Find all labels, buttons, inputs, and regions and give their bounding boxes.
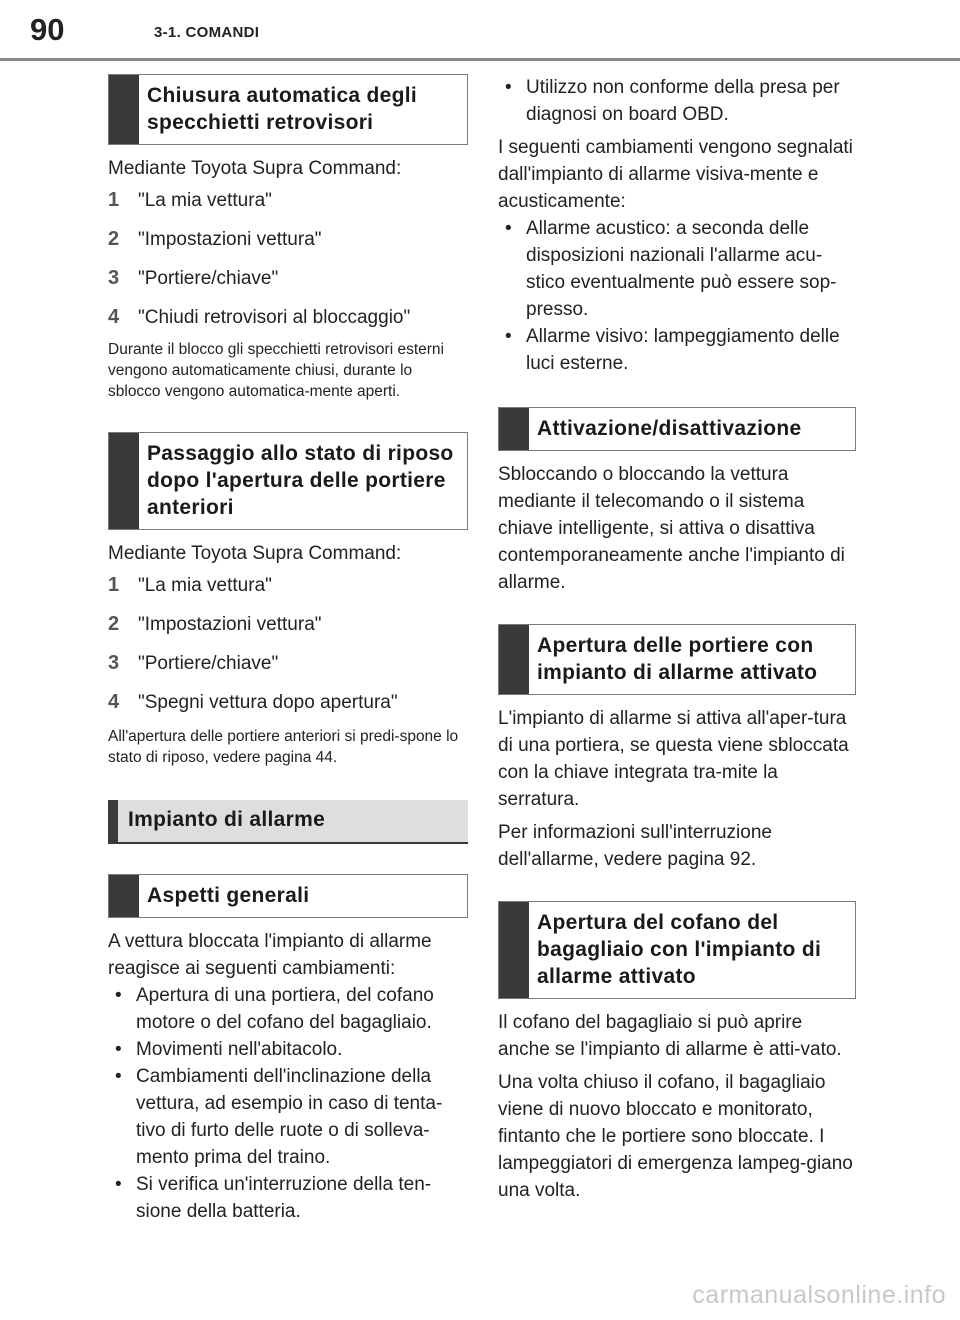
heading-activation [498,407,856,451]
list-item: • Utilizzo non conforme della presa per diagnosi on board OBD. [498,74,856,128]
step-text: "Chiudi retrovisori al bloccaggio" [138,307,411,328]
heading-bar [108,800,118,842]
heading-trunk [498,901,856,999]
heading-doors [498,624,856,695]
signals-intro: I seguenti cambiamenti vengono segnalati dall'impianto di allarme visiva-mente e acusticamente: [498,137,853,212]
list-item: • Cambiamenti dell'inclinazione della vettura, ad esempio in caso di tenta-tivo di furto delle ruote o di solleva-mento prima del traino. [108,1063,468,1171]
heading-bar [499,902,529,998]
heading-general-title: Aspetti generali [147,884,310,907]
step-text: "Impostazioni vettura" [138,229,322,250]
heading-general [108,874,468,918]
heading-alarm [108,800,468,844]
step-item [108,650,468,677]
list-item: • Allarme visivo: lampeggiamento delle luci esterne. [498,323,856,377]
step-item [108,304,468,331]
list-item: • Apertura di una portiera, del cofano motore o del cofano del bagagliaio. [108,982,468,1036]
alarm-bullets [108,982,468,1225]
page-number: 90 [30,12,65,47]
heading-bar [109,875,139,917]
mirrors-steps [108,187,468,331]
section-title: 3-1. COMANDI [154,24,260,41]
step-item [108,226,468,253]
heading-activation-title: Attivazione/disattivazione [537,417,802,440]
step-text: "Portiere/chiave" [138,268,279,289]
rest-note: All'apertura delle portiere anteriori si predi-spone lo stato di riposo, vedere pagina 44. [108,728,459,766]
left-column [108,74,468,1225]
heading-bar [499,625,529,694]
step-number: 2 [108,228,120,250]
activation-text: Sbloccando o bloccando la vettura mediante il telecomando o il sistema chiave intelligente, si attiva o disattiva contemporaneamente anche l'impianto di allarme. [498,464,845,593]
heading-trunk-title: Apertura del cofano del bagagliaio con l'impianto di allarme attivato [537,911,822,988]
trunk-text-1: Il cofano del bagagliaio si può aprire anche se l'impianto di allarme è atti-vato. [498,1012,842,1060]
step-item [108,689,468,716]
rest-intro: Mediante Toyota Supra Command: [108,543,402,564]
signals-bullets [498,215,856,377]
rest-steps [108,572,468,716]
step-item [108,611,468,638]
list-item: • Allarme acustico: a seconda delle disposizioni nazionali l'allarme acu-stico eventualmente può essere sop-presso. [498,215,856,323]
list-item: • Movimenti nell'abitacolo. [108,1036,468,1063]
step-text: "Spegni vettura dopo apertura" [138,692,398,713]
step-text: "La mia vettura" [138,190,272,211]
heading-doors-title: Apertura delle portiere con impianto di allarme attivato [537,634,818,684]
step-item [108,265,468,292]
step-item [108,572,468,599]
heading-bar [109,433,139,529]
page-header [0,0,960,62]
step-text: "La mia vettura" [138,575,272,596]
doors-text-1: L'impianto di allarme si attiva all'aper-tura di una portiera, se questa viene sbloccata con la chiave integrata tra-mite la serratura. [498,708,849,810]
step-number: 3 [108,652,120,674]
step-number: 4 [108,691,120,713]
mirrors-note: Durante il blocco gli specchietti retrovisori esterni vengono automaticamente chiusi, durante lo sblocco vengono automatica-mente aperti. [108,341,444,400]
doors-text-2: Per informazioni sull'interruzione dell'allarme, vedere pagina 92. [498,822,772,870]
heading-bar [109,75,139,144]
step-number: 4 [108,306,120,328]
alarm-intro: A vettura bloccata l'impianto di allarme reagisce ai seguenti cambiamenti: [108,931,432,979]
heading-alarm-title: Impianto di allarme [128,808,326,831]
heading-mirrors-title: Chiusura automatica degli specchietti retrovisori [147,84,418,134]
heading-rest-title: Passaggio allo stato di riposo dopo l'apertura delle portiere anteriori [147,442,454,519]
heading-rest [108,432,468,530]
mirrors-intro: Mediante Toyota Supra Command: [108,158,402,179]
watermark: carmanualsonline.info [692,1281,946,1309]
step-item [108,187,468,214]
step-number: 3 [108,267,120,289]
list-item: • Si verifica un'interruzione della ten-sione della batteria. [108,1171,468,1225]
step-number: 1 [108,574,120,596]
header-rule [0,58,960,61]
step-text: "Portiere/chiave" [138,653,279,674]
step-text: "Impostazioni vettura" [138,614,322,635]
step-number: 1 [108,189,120,211]
step-number: 2 [108,613,120,635]
heading-mirrors [108,74,468,145]
top-bullets [498,74,856,128]
trunk-text-2: Una volta chiuso il cofano, il bagagliaio viene di nuovo bloccato e monitorato, fintanto che le portiere sono bloccate. I lampeggiatori di emergenza lampeg-giano una volta. [498,1072,853,1201]
heading-bar [499,408,529,450]
right-column [498,74,856,1204]
